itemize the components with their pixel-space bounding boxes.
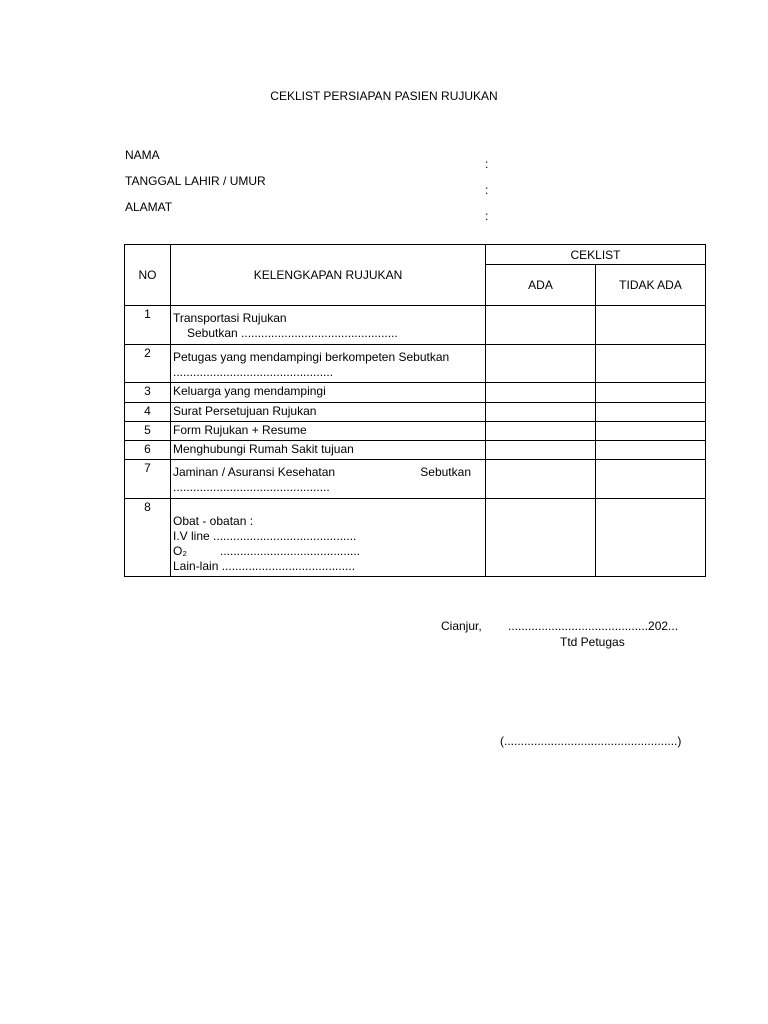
row-item (171, 441, 486, 460)
header-no: NO (125, 245, 171, 306)
name-label: NAMA (125, 148, 160, 162)
item-line: Keluarga yang mendampingi (173, 384, 326, 398)
row-number: 1 (125, 306, 171, 345)
table-row (125, 306, 706, 345)
item-line: Obat - obatan : (173, 514, 254, 528)
row-item (171, 306, 486, 345)
signature-line: (....................................................) (500, 734, 682, 748)
place-label: Cianjur, (441, 619, 482, 633)
tidak-ada-check-cell[interactable] (596, 422, 706, 441)
row-item (171, 403, 486, 422)
table-row (125, 460, 706, 499)
table-row (125, 383, 706, 403)
birthdate-age-label: TANGGAL LAHIR / UMUR (125, 174, 266, 188)
item-line: Transportasi Rujukan (173, 311, 287, 325)
item-line (173, 544, 483, 559)
tidak-ada-check-cell[interactable] (596, 441, 706, 460)
row-item (171, 460, 486, 499)
tidak-ada-check-cell[interactable] (596, 499, 706, 577)
address-label: ALAMAT (125, 200, 173, 214)
item-text: Sebutkan (420, 465, 471, 479)
referral-checklist-table (124, 244, 706, 577)
page-title: CEKLIST PERSIAPAN PASIEN RUJUKAN (270, 89, 498, 103)
tidak-ada-check-cell[interactable] (596, 403, 706, 422)
row-number: 8 (125, 499, 171, 577)
date-line: ..........................................202... (508, 619, 679, 633)
item-line (173, 465, 483, 480)
table-row (125, 422, 706, 441)
tidak-ada-check-cell[interactable] (596, 306, 706, 345)
row-item (171, 383, 486, 403)
row-item (171, 499, 486, 577)
address-colon: : (485, 209, 489, 223)
ada-check-cell[interactable] (486, 499, 596, 577)
tidak-ada-check-cell[interactable] (596, 460, 706, 499)
signer-label: Ttd Petugas (560, 635, 625, 649)
birthdate-age-colon: : (485, 183, 489, 197)
tidak-ada-check-cell[interactable] (596, 345, 706, 383)
ada-check-cell[interactable] (486, 422, 596, 441)
ada-check-cell[interactable] (486, 345, 596, 383)
row-number: 6 (125, 441, 171, 460)
row-number: 4 (125, 403, 171, 422)
row-number: 7 (125, 460, 171, 499)
ada-check-cell[interactable] (486, 306, 596, 345)
header-tidak-ada: TIDAK ADA (596, 265, 706, 306)
item-line: Surat Persetujuan Rujukan (173, 404, 317, 418)
oxygen-dots: .......................................... (220, 544, 361, 558)
header-item: KELENGKAPAN RUJUKAN (171, 245, 486, 306)
item-line: I.V line ........................................... (173, 529, 357, 543)
item-line: Form Rujukan + Resume (173, 423, 307, 437)
ada-check-cell[interactable] (486, 441, 596, 460)
table-row (125, 441, 706, 460)
item-text: Jaminan / Asuransi Kesehatan (173, 465, 336, 479)
ada-check-cell[interactable] (486, 460, 596, 499)
table-row (125, 403, 706, 422)
row-number: 5 (125, 422, 171, 441)
item-line: Lain-lain ........................................ (173, 559, 356, 573)
ada-check-cell[interactable] (486, 403, 596, 422)
name-colon: : (485, 157, 489, 171)
row-number: 2 (125, 345, 171, 383)
header-checklist: CEKLIST (486, 245, 706, 265)
header-ada: ADA (486, 265, 596, 306)
oxygen-label: O₂ (173, 544, 187, 558)
item-line: Menghubungi Rumah Sakit tujuan (173, 442, 354, 456)
tidak-ada-check-cell[interactable] (596, 383, 706, 403)
ada-check-cell[interactable] (486, 383, 596, 403)
item-line: ................................................ (173, 365, 334, 379)
table-row (125, 345, 706, 383)
item-line: Petugas yang mendampingi berkompeten Sebutkan (173, 350, 450, 364)
item-line: ............................................... (173, 480, 330, 494)
row-item (171, 345, 486, 383)
row-item (171, 422, 486, 441)
table-row (125, 499, 706, 577)
row-number: 3 (125, 383, 171, 403)
item-line: Sebutkan ............................................... (187, 326, 398, 340)
